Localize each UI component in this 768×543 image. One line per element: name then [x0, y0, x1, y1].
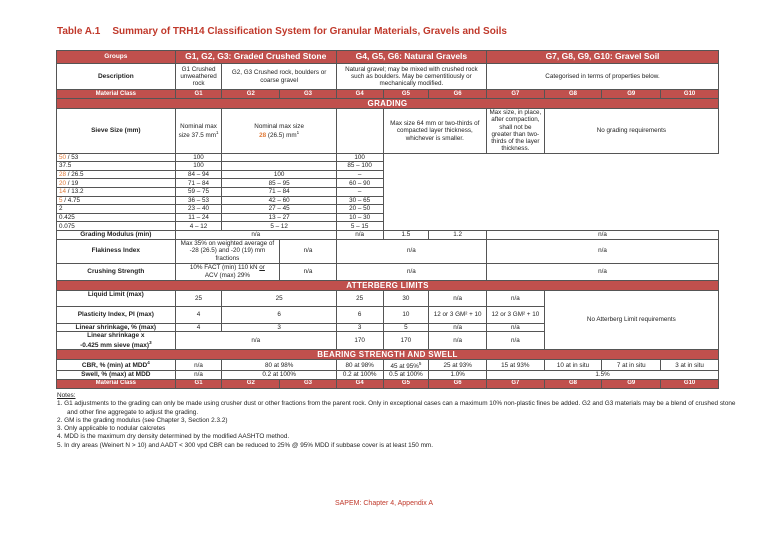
description-g23: G2, G3 Crushed rock, boulders or coarse gravel	[222, 64, 336, 90]
sieve-nominal: 20	[59, 179, 67, 187]
gm-g5: 1.5	[383, 230, 429, 239]
material-class-label: Material Class	[57, 379, 176, 388]
atterberg-heading-row	[57, 280, 719, 290]
lsx-g4: 170	[336, 332, 383, 350]
g1-grading: 23 – 40	[175, 205, 222, 214]
g23-grading: 27 – 45	[222, 205, 336, 214]
table-title	[57, 26, 507, 37]
notes	[57, 392, 737, 450]
sieve-row	[57, 213, 719, 222]
material-class-label: Material Class	[57, 90, 176, 99]
class-g8: G8	[544, 90, 602, 99]
group-crushed-stone: G1, G2, G3: Graded Crushed Stone	[175, 51, 336, 64]
plasticity-label: Plasticity Index, PI (max)	[57, 306, 176, 323]
group-gravel-soil: G7, G8, G9, G10: Gravel Soil	[487, 51, 719, 64]
g4-grading: 85 – 100	[336, 162, 383, 171]
flakiness-g3: n/a	[280, 239, 337, 263]
swell-label: Swell, % (max) at MDD	[57, 371, 176, 380]
g8-grading-text: No grading requirements	[544, 109, 718, 153]
pi-g7: 12 or 3 GM² + 10	[487, 306, 545, 323]
note-item: 5. In dry areas (Weinert N > 10) and AADT < 300 vpd CBR can be reduced to 25% @ 95% MDD if subbase cover is at least 150 mm.	[57, 441, 434, 449]
g23-nominal-post: (26.5) mm	[267, 131, 297, 139]
description-row	[57, 64, 719, 90]
sieve-size-label: Sieve Size (mm)	[57, 109, 176, 153]
ls-g6: n/a	[429, 323, 487, 331]
g23-grading: 85 – 95	[222, 179, 336, 188]
g1-grading: 100	[175, 153, 222, 162]
gm-g710: n/a	[487, 230, 719, 239]
g1-grading: 100	[175, 162, 222, 171]
g4-grading: 5 – 15	[336, 222, 383, 231]
cbr-label	[57, 360, 176, 371]
swell-row	[57, 371, 719, 380]
flakiness-g12: Max 35% on weighted average of -28 (26.5) and -20 (19) mm fractions	[175, 239, 279, 263]
material-class-row-bottom	[57, 379, 719, 388]
g4-grading: 10 – 30	[336, 213, 383, 222]
pi-g5: 10	[383, 306, 429, 323]
sieve-size: 5 / 4.75	[57, 196, 176, 205]
groups-row	[57, 51, 719, 64]
ls-g23: 3	[222, 323, 336, 331]
grading-modulus-row	[57, 230, 719, 239]
pi-g6: 12 or 3 GM² + 10	[429, 306, 487, 323]
g4-grading: –	[336, 170, 383, 179]
crushing-g3: n/a	[280, 263, 337, 280]
sieve-nominal: 5	[59, 196, 63, 204]
table-title-text: Summary of TRH14 Classification System for Granular Materials, Gravels and Soils	[112, 26, 507, 37]
flakiness-g710: n/a	[487, 239, 719, 263]
swell-g710: 1.5%	[487, 371, 719, 380]
class-g3: G3	[280, 379, 337, 388]
lsx-g5: 170	[383, 332, 429, 350]
cbr-g8: 10 at in situ	[544, 360, 602, 371]
g1-nominal-sup: 1	[216, 129, 219, 135]
class-g7: G7	[487, 90, 545, 99]
swell-g4: 0.2 at 100%	[336, 371, 383, 380]
grading-heading-row	[57, 99, 719, 109]
class-g3: G3	[280, 90, 337, 99]
sieve-metric: 0.075	[59, 222, 75, 230]
crushing-or: or	[259, 264, 265, 272]
crushing-row	[57, 263, 719, 280]
cbr-g9: 7 at in situ	[602, 360, 661, 371]
g56-grading-text: Max size 64 mm or two-thirds of compacted layer thickness, whichever is smaller.	[383, 109, 486, 153]
table-number: Table A.1	[57, 26, 101, 37]
bearing-heading-row	[57, 350, 719, 360]
flakiness-row	[57, 239, 719, 263]
g23-grading: 5 – 12	[222, 222, 336, 231]
ls-g1: 4	[175, 323, 222, 331]
sieve-metric: 2	[59, 205, 63, 213]
sieve-size	[57, 222, 176, 231]
g1-nominal-text: Nominal max size 37.5 mm	[178, 122, 217, 139]
sieve-row	[57, 170, 719, 179]
sieve-size: 50 / 53	[57, 153, 176, 162]
bearing-heading: BEARING STRENGTH AND SWELL	[57, 350, 719, 360]
note-item: 3. Only applicable to nodular calcretes	[57, 425, 166, 433]
g23-grading: 42 – 60	[222, 196, 336, 205]
class-g5: G5	[383, 379, 429, 388]
class-g4: G4	[336, 379, 383, 388]
cbr-label-text: CBR, % (min) at MDD	[81, 362, 148, 370]
cbr-row	[57, 360, 719, 371]
cbr-g1: n/a	[175, 360, 222, 371]
g23-nominal-size	[222, 109, 336, 153]
sieve-nominal: 14	[59, 188, 67, 196]
cbr-sup: 4	[147, 360, 150, 366]
ls-g4: 3	[336, 323, 383, 331]
crushing-g12	[175, 263, 279, 280]
cbr-g7: 15 at 93%	[487, 360, 545, 371]
lsx-sup: 3	[149, 339, 152, 345]
note-item: 1. G1 adjustments to the grading can only be made using crusher dust or other fractions from the parent rock. Only in exceptional cases can a maximum 10% non-plastic fines be added. G2 and G3 materials may be a blend of crushed stone and other fine aggregate to adjust the grading.	[57, 400, 736, 416]
g4-grading: 20 – 50	[336, 205, 383, 214]
ll-g6: n/a	[429, 290, 487, 306]
g4-grading: 100	[336, 153, 383, 162]
ls-g7: n/a	[487, 323, 545, 331]
pi-g1: 4	[175, 306, 222, 323]
crushing-label: Crushing Strength	[57, 263, 176, 280]
sieve-row	[57, 196, 719, 205]
class-g2: G2	[222, 90, 280, 99]
description-soil: Categorised in terms of properties below.	[487, 64, 719, 90]
swell-g1: n/a	[175, 371, 222, 380]
ls-g5: 5	[383, 323, 429, 331]
swell-g6: 1.0%	[429, 371, 487, 380]
g1-grading: 36 – 53	[175, 196, 222, 205]
cbr-g10: 3 at in situ	[661, 360, 719, 371]
cbr-g5-sup: 5	[418, 360, 422, 366]
g23-nominal-sup: 1	[296, 129, 300, 135]
sieve-row	[57, 179, 719, 188]
g4-grading: 60 – 90	[336, 179, 383, 188]
class-g7: G7	[487, 379, 545, 388]
g23-grading	[222, 153, 336, 162]
linear-shrinkage-sieve-label	[57, 332, 176, 350]
class-g6: G6	[429, 379, 487, 388]
sieve-nominal: 50	[59, 153, 67, 161]
lsx-g6: n/a	[429, 332, 487, 350]
gm-label-text: Grading Modulus (min)	[80, 231, 152, 238]
sieve-size: 20 / 19	[57, 179, 176, 188]
description-natural: Natural gravel; may be mixed with crushed rock such as boulders. May be cementitiously or mechanically modified.	[336, 64, 486, 90]
material-class-row	[57, 90, 719, 99]
nominal-size-row	[57, 109, 719, 153]
liquid-limit-row	[57, 290, 719, 306]
liquid-limit-label: Liquid Limit (max)	[57, 290, 176, 306]
cbr-g6: 25 at 93%	[429, 360, 487, 371]
swell-g23: 0.2 at 100%	[222, 371, 336, 380]
atterberg-no-req: No Atterberg Limit requirements	[544, 290, 718, 350]
crushing-fact: 10% FACT (min) 110 kN	[189, 264, 258, 272]
lsx-label-1: Linear shrinkage x	[87, 332, 145, 340]
notes-heading: Notes:	[57, 392, 76, 399]
note-item: 4. MDD is the maximum dry density determined by the modified AASHTO method.	[57, 433, 290, 441]
class-g1: G1	[175, 379, 222, 388]
g23-grading: 100	[222, 170, 336, 179]
class-g9: G9	[602, 90, 661, 99]
lsx-g13: n/a	[175, 332, 336, 350]
cbr-g5-text: 45 at 95%	[390, 362, 419, 370]
class-g9: G9	[602, 379, 661, 388]
pi-g4: 6	[336, 306, 383, 323]
lsx-label-2: -0.425 mm sieve (max)	[80, 341, 150, 349]
cbr-g23: 80 at 98%	[222, 360, 336, 371]
group-natural-gravels: G4, G5, G6: Natural Gravels	[336, 51, 486, 64]
sieve-metric: 26.5	[71, 170, 84, 178]
linear-shrinkage-label: Linear shrinkage, % (max)	[57, 323, 176, 331]
sieve-row	[57, 222, 719, 231]
crushing-g46: n/a	[336, 263, 486, 280]
g23-grading	[222, 162, 336, 171]
g23-grading: 71 – 84	[222, 187, 336, 196]
note-item: 2. GM is the grading modulus (see Chapter 3, Section 2.3.2)	[57, 416, 228, 424]
g1-nominal-size	[175, 109, 222, 153]
flakiness-label: Flakiness Index	[57, 239, 176, 263]
g7-grading-text: Max size, in place, after compaction, shall not be greater than two-thirds of the layer thickness.	[487, 109, 545, 153]
sieve-size	[57, 162, 176, 171]
ll-g23: 25	[222, 290, 336, 306]
ll-g1: 25	[175, 290, 222, 306]
sieve-row	[57, 153, 719, 162]
sieve-metric: 53	[71, 153, 79, 161]
g1-grading: 11 – 24	[175, 213, 222, 222]
g23-grading: 13 – 27	[222, 213, 336, 222]
class-g2: G2	[222, 379, 280, 388]
g1-grading: 4 – 12	[175, 222, 222, 231]
sieve-row	[57, 187, 719, 196]
sieve-nominal: 28	[59, 170, 67, 178]
g23-nominal-pre: Nominal max size	[254, 122, 304, 130]
crushing-g710: n/a	[487, 263, 719, 280]
grading-modulus-label	[57, 230, 176, 239]
grading-heading: GRADING	[57, 99, 719, 109]
g4-grading: –	[336, 187, 383, 196]
g4-grading: 30 – 65	[336, 196, 383, 205]
g1-grading: 71 – 84	[175, 179, 222, 188]
description-label: Description	[57, 64, 176, 90]
g4-nominal-blank	[336, 109, 383, 153]
class-g10: G10	[661, 90, 719, 99]
sieve-metric: 13.2	[71, 188, 84, 196]
class-g1: G1	[175, 90, 222, 99]
sieve-metric: 0.425	[59, 213, 75, 221]
swell-g5: 0.5 at 100%	[383, 371, 429, 380]
class-g5: G5	[383, 90, 429, 99]
pi-g23: 6	[222, 306, 336, 323]
ll-g5: 30	[383, 290, 429, 306]
class-g8: G8	[544, 379, 602, 388]
cbr-g4: 80 at 98%	[336, 360, 383, 371]
sieve-size: 14 / 13.2	[57, 187, 176, 196]
sieve-size: 28 / 26.5	[57, 170, 176, 179]
classification-table	[56, 50, 719, 389]
cbr-g5	[383, 360, 429, 371]
ll-g7: n/a	[487, 290, 545, 306]
sieve-row	[57, 162, 719, 171]
class-g4: G4	[336, 90, 383, 99]
gm-g4: n/a	[336, 230, 383, 239]
gm-g13: n/a	[175, 230, 336, 239]
class-g10: G10	[661, 379, 719, 388]
lsx-g7: n/a	[487, 332, 545, 350]
class-g6: G6	[429, 90, 487, 99]
sieve-size	[57, 213, 176, 222]
sieve-row	[57, 205, 719, 214]
sieve-metric: 37.5	[59, 162, 72, 170]
crushing-acv: ACV (max) 29%	[204, 271, 250, 279]
groups-label: Groups	[57, 51, 176, 64]
g1-grading: 84 – 94	[175, 170, 222, 179]
gm-g6: 1.2	[429, 230, 487, 239]
sieve-metric: 19	[71, 179, 79, 187]
page-footer: SAPEM: Chapter 4, Appendix A	[334, 500, 434, 507]
g1-grading: 59 – 75	[175, 187, 222, 196]
atterberg-heading: ATTERBERG LIMITS	[57, 280, 719, 290]
ll-g4: 25	[336, 290, 383, 306]
g23-nominal-val: 28	[259, 131, 267, 139]
sieve-size	[57, 205, 176, 214]
flakiness-g46: n/a	[336, 239, 486, 263]
sieve-metric: 4.75	[67, 196, 81, 204]
description-g1: G1 Crushed unweathered rock	[175, 64, 222, 90]
